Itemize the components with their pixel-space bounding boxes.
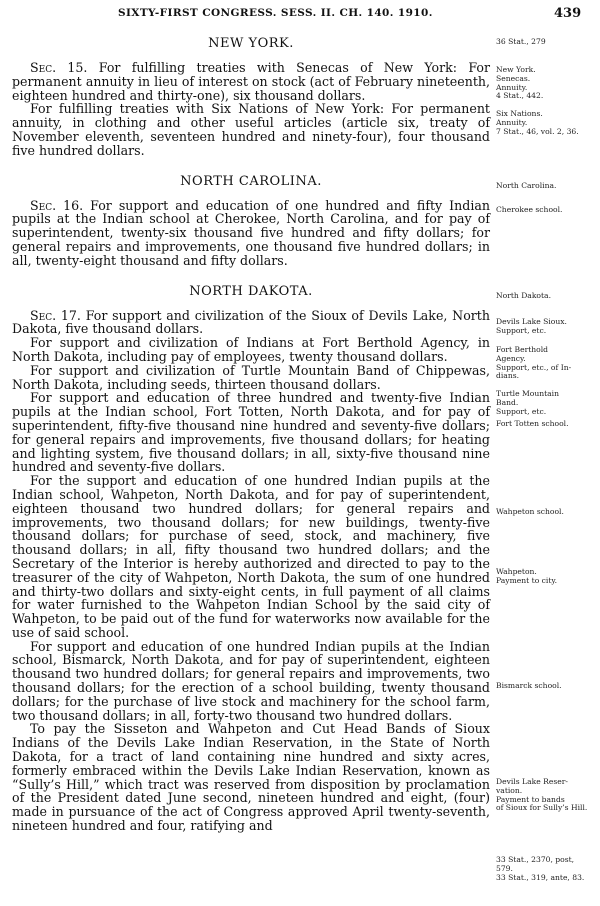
margin-note-fort-totten-school: Fort Totten school. — [496, 419, 569, 428]
section-label: Sec. 17. — [30, 307, 81, 323]
margin-note-line: 7 Stat., 46, vol. 2, 36. — [496, 126, 579, 136]
margin-note-line: Agency. — [496, 353, 526, 363]
paragraph: For support and education of three hundred and twenty-five Indian pupils at the Indian school, Fort Totten, North Dakota, and for pay of superintendent, fifty-five thousand nine hundred and seventy-five dollars; for general repairs and improvements, five thousand dollars; for heating and lighting system, five thousand dollars; in all, sixty-five thousand nine hundred and seventy-five dollars. — [12, 390, 490, 475]
paragraph-text: For support and education of one hundred and fifty Indian pupils at the Indian school at Cherokee, North Carolina, and for pay of superintendent, twenty-six thousand five hundred and fifty dollars; for general repairs and improvements, one thousand five hundred dollars; in all, twenty-eight thousand and fifty dollars. — [12, 197, 490, 268]
margin-note-six-nations — [496, 110, 579, 136]
section-heading-north-dakota: NORTH DAKOTA. — [189, 283, 313, 299]
margin-note-north-carolina: North Carolina. — [496, 181, 557, 190]
margin-note-line: Devils Lake Sioux. — [496, 317, 567, 326]
paragraph: For support and civilization of Turtle Mountain Band of Chippewas, North Dakota, including seeds, thirteen thousand dollars. — [12, 362, 490, 392]
margin-note-line: 579. — [496, 863, 513, 873]
margin-note-line: Senecas. — [496, 73, 531, 83]
margin-note-line: of Sioux for Sully’s Hill. — [496, 803, 588, 813]
margin-note-line: Support, etc. — [496, 325, 547, 335]
paragraph-text: For fulfilling treaties with Senecas of New York: For permanent annuity in lieu of interest on stock (act of February nineteenth, eighteen hundred and thirty-one), six thousand dollars. — [12, 60, 490, 103]
margin-note-devils-lake-reservation — [496, 778, 587, 813]
margin-note-line: Support, etc., of In- — [496, 362, 572, 372]
page-number: 439 — [554, 6, 582, 21]
margin-note-line: Devils Lake Reser- — [496, 777, 568, 786]
margin-note-line: Annuity. — [496, 117, 528, 127]
margin-note-line: 33 Stat., 319, ante, 83. — [496, 872, 585, 882]
margin-note-bismarck-school: Bismarck school. — [496, 681, 562, 690]
paragraph: For fulfilling treaties with Six Nations of New York: For permanent annuity, in clothing and other useful articles (article six, treaty of November eleventh, seventeen hundred and ninety-four), four thousand five hundred dollars. — [12, 101, 490, 158]
margin-note-line: Annuity. — [496, 82, 528, 92]
paragraph: For support and education of one hundred Indian pupils at the Indian school, Bismarck, North Dakota, and for pay of superintendent, eighteen thousand two hundred dollars; for general repairs and improvements, two thousand dollars; for the erection of a school building, twenty thousand dollars; for the purchase of live stock and machinery for the school farm, two thousand dollars; in all, forty-two thousand two hundred dollars. — [12, 638, 490, 723]
margin-note-line: Turtle Mountain — [496, 389, 560, 398]
page-header — [0, 6, 600, 24]
margin-note-wahpeton-school: Wahpeton school. — [496, 507, 564, 516]
margin-note-line: Wahpeton. — [496, 567, 537, 576]
margin-note-line: 4 Stat., 442. — [496, 91, 544, 101]
paragraph-text: For support and civilization of the Sioux of Devils Lake, North Dakota, five thousand dollars. — [12, 307, 490, 337]
margin-note-cherokee-school: Cherokee school. — [496, 205, 563, 214]
margin-note-line: Support, etc. — [496, 406, 547, 416]
margin-note-turtle-mountain — [496, 390, 559, 416]
paragraph: To pay the Sisseton and Wahpeton and Cut Head Bands of Sioux Indians of the Devils Lake Indian Reservation, in the State of North Dakota, for a tract of land containing nine hundred and sixty acres, formerly embraced within the Devils Lake Indian Reservation, known as “Sully’s Hill,” which tract was reserved from disposition by proclamation of the President dated June second, nineteen hundred and eight, (four) made in pursuance of the act of Congress approved April twenty-seventh, nineteen hundred and four, ratifying and — [12, 721, 490, 834]
margin-note-new-york — [496, 66, 543, 101]
margin-note-line: Payment to bands — [496, 794, 565, 804]
paragraph — [12, 199, 490, 268]
paragraph: For the support and education of one hundred Indian pupils at the Indian school, Wahpeton, North Dakota, and for pay of superintendent, eighteen thousand two hundred dollars; for general repairs and improvements, two thousand dollars; for new buildings, twenty-five thousand dollars; for purchase of seed, stock, and machinery, five thousand dollars; in all, fifty thousand two hundred dollars; and the Secretary of the Interior is hereby authorized and directed to pay to the treasurer of the city of Wahpeton, North Dakota, the sum of one hundred and thirty-two dollars and sixty-eight cents, in full payment of all claims for water furnished to the Wahpeton Indian School by the said city of Wahpeton, to be paid out of the fund for waterworks now available for the use of said school. — [12, 473, 490, 640]
margin-note-devils-lake-sioux — [496, 318, 567, 336]
margin-note-wahpeton-payment — [496, 568, 557, 586]
main-text-column — [12, 30, 490, 833]
section-label: Sec. 15. — [30, 60, 88, 75]
margin-note-line: Payment to city. — [496, 575, 558, 585]
section-heading-north-carolina: NORTH CAROLINA. — [180, 173, 322, 189]
margin-note-fort-berthold — [496, 346, 571, 381]
margin-note-citation: 36 Stat., 279 — [496, 37, 546, 46]
margin-note-line: New York. — [496, 65, 536, 74]
section-label: Sec. 16. — [30, 197, 84, 213]
margin-note-line: dians. — [496, 371, 520, 381]
margin-note-line: Six Nations. — [496, 109, 543, 118]
margin-note-line: Fort Berthold — [496, 345, 549, 354]
paragraph — [12, 309, 490, 337]
margin-note-north-dakota: North Dakota. — [496, 291, 551, 300]
margin-note-line: 33 Stat., 2370, post, — [496, 855, 575, 864]
margin-note-line: vation. — [496, 785, 523, 795]
margin-note-line: Band. — [496, 397, 519, 407]
paragraph — [12, 61, 490, 102]
margin-note-statute-references — [496, 856, 584, 882]
paragraph: For support and civilization of Indians at Fort Berthold Agency, in North Dakota, including pay of employees, twenty thousand dollars. — [12, 335, 490, 364]
running-head: SIXTY-FIRST CONGRESS. SESS. II. CH. 140. 1910. — [118, 7, 433, 19]
section-heading-new-york: NEW YORK. — [208, 36, 294, 51]
